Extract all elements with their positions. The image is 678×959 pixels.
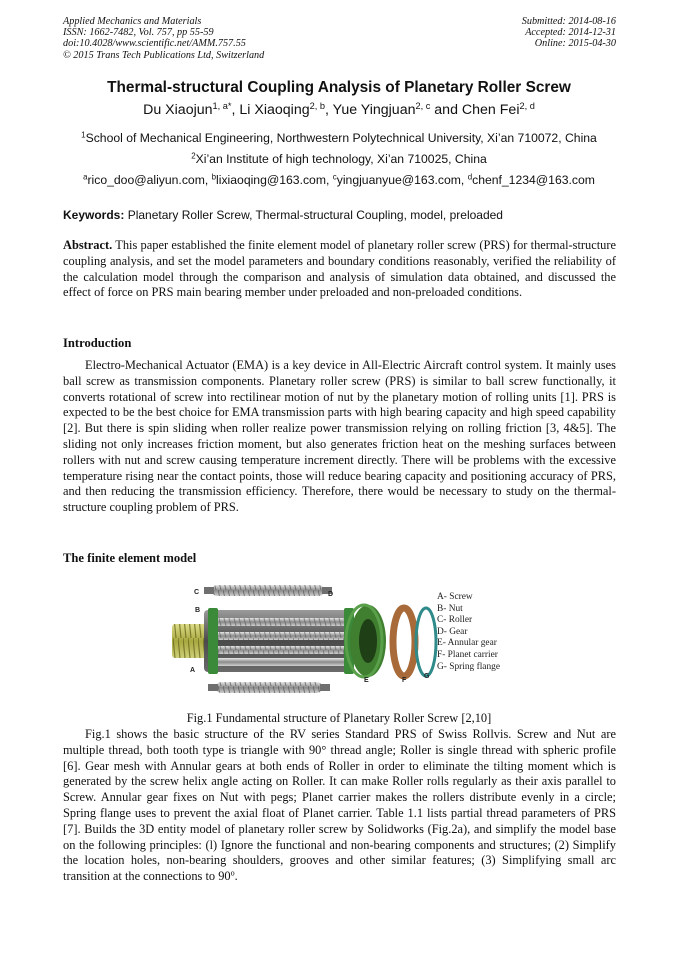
- affiliation-text: Xi’an Institute of high technology, Xi’an 710025, China: [195, 152, 487, 166]
- section-heading-introduction: Introduction: [63, 336, 132, 350]
- journal-name: Applied Mechanics and Materials: [63, 16, 202, 27]
- keywords-label: Keywords:: [63, 208, 125, 222]
- callout-e: E: [364, 677, 369, 684]
- email-link[interactable]: yingjuanyue@163.com: [336, 173, 461, 187]
- accepted-date: Accepted: 2014-12-31: [525, 27, 616, 39]
- legend-item: A- Screw: [437, 592, 473, 602]
- author-sup: 2, d: [519, 100, 535, 111]
- keywords-text: Planetary Roller Screw, Thermal-structural Coupling, model, preloaded: [124, 208, 503, 222]
- journal-info: [63, 16, 264, 61]
- email-link[interactable]: lixiaoqing@163.com: [216, 173, 326, 187]
- affiliation-text: School of Mechanical Engineering, Northwestern Polytechnical University, Xi’an 710072, China: [85, 131, 597, 145]
- paper-title: Thermal-structural Coupling Analysis of Planetary Roller Screw: [107, 79, 571, 96]
- author-list: [0, 102, 678, 118]
- author-name: Yue Yingjuan: [332, 102, 416, 118]
- online-date: Online: 2015-04-30: [534, 38, 616, 50]
- section-heading-finite-element-model: The finite element model: [63, 551, 197, 565]
- callout-f: F: [402, 677, 407, 684]
- introduction-paragraph: Electro-Mechanical Actuator (EMA) is a key device in All-Electric Aircraft control system. It mainly uses ball screw as transmission components. Planetary roller screw (PRS) is similar to ball screw functionally, it converts rotational of screw into rectilinear motion of nut by the planetary motion of rolling units [1]. PRS is expected to be the best choice for EMA transmission parts with high bearing capacity and high speed capability [2]. But there is spin sliding when roller realize power transmission relying on rolling friction [3, 4&5]. The sliding not only increases friction moment, but also generates friction heat on the meshing surfaces between rollers with nut and screw causing temperature increment directly. There will be problems with the excessive temperature rising near the contact points, those will reduce bearing capacity and positioning accuracy of PRS, and then reducing the transmission efficiency. Therefore, there would be necessary to study on the thermal-structure coupling problem of PRS.: [63, 358, 616, 515]
- author-separator: and: [430, 102, 462, 118]
- legend-item: D- Gear: [437, 626, 468, 637]
- figure-description-text: Fig.1 shows the basic structure of the RV series Standard PRS of Swiss Rollvis. Screw and Nut are multiple thread, both tooth type is triangle with 90° thread angle; Roller is single thread with spheric profile [6]. Gear mesh with Annular gears at both ends of Roller in order to eliminate the tilting moment which is generated by the screw helix angle acting on Roller. It can make Roller rolls regularly as their axis parallel to Screw. Annular gear fixes on Nut with pegs; Planet carrier makes the rollers distribute evenly in a circle; Spring flange uses to prevent the axial float of Planet carrier. Table 1.1 lists partial thread parameters of PRS [7]. Builds the 3D entity model of planetary roller screw by Solidworks (Fig.2a), and simplify the model base on the following principles: (l) Ignore the functional and non-bearing components and structures; (2) Simplify the location holes, non-bearing shoulders, grooves and other similar features; (3) Simplifying small arc transition at the connections to 90: [63, 727, 616, 884]
- email-link[interactable]: chenf_1234@163.com: [472, 173, 595, 187]
- callout-g: G: [424, 673, 430, 680]
- callout-a: A: [190, 667, 196, 674]
- submission-dates: [522, 16, 616, 50]
- figure-legend: [437, 592, 500, 673]
- email-link[interactable]: rico_doo@aliyun.com: [87, 173, 205, 187]
- legend-item: E- Annular gear: [437, 638, 497, 649]
- abstract: [63, 238, 616, 301]
- callout-c: C: [194, 589, 200, 596]
- legend-item: G- Spring flange: [437, 661, 501, 672]
- author-separator: ,: [231, 102, 240, 118]
- submitted-date: Submitted: 2014-08-16: [521, 16, 616, 27]
- email-sup: a: [83, 172, 88, 182]
- legend-item: C- Roller: [437, 615, 473, 626]
- roller-exploded-top: [204, 585, 332, 596]
- journal-issn: ISSN: 1662-7482, Vol. 757, pp 55-59: [63, 27, 214, 39]
- journal-doi[interactable]: doi:10.4028/www.scientific.net/AMM.757.55: [63, 38, 246, 50]
- email-sup: d: [467, 172, 473, 182]
- author-name: Chen Fei: [461, 102, 520, 118]
- abstract-text: This paper established the finite element model of planetary roller screw (PRS) for thermal-structure coupling analysis, and set the model parameters and boundary conditions reasonably, verified the reliability of the calculation model through the comparison and analysis of simulation data obtained, and discussed the effect of force on PRS main bearing member under preloaded and non-preloaded conditions.: [63, 238, 616, 300]
- figure-description-paragraph: [63, 727, 616, 885]
- legend-item: F- Planet carrier: [437, 649, 498, 660]
- callout-d: D: [328, 591, 334, 598]
- figure-description-end: .: [234, 869, 238, 884]
- figure-caption: Fig.1 Fundamental structure of Planetary Roller Screw [2,10]: [186, 711, 492, 725]
- email-sup: b: [211, 172, 217, 182]
- author-name: Li Xiaoqing: [239, 102, 310, 118]
- email-separator: ,: [325, 173, 333, 187]
- author-name: Du Xiaojun: [143, 102, 213, 118]
- affiliation-sup: 2: [191, 151, 196, 161]
- email-sup: c: [332, 172, 337, 182]
- affiliation-1: [0, 131, 678, 145]
- email-separator: ,: [460, 173, 468, 187]
- degree-sup: o: [230, 868, 235, 878]
- abstract-label: Abstract.: [63, 238, 113, 252]
- author-sup: 1, a*: [212, 100, 232, 111]
- nut-assembly: [204, 608, 354, 674]
- callout-b: B: [195, 607, 201, 614]
- affiliation-2: [0, 152, 678, 166]
- author-separator: ,: [325, 102, 333, 118]
- author-sup: 2, c: [415, 100, 431, 111]
- journal-copyright: © 2015 Trans Tech Publications Ltd, Switzerland: [63, 49, 265, 61]
- keywords: [63, 208, 623, 222]
- spring-flange: [416, 608, 436, 676]
- roller-exploded-bottom: [208, 682, 330, 693]
- affiliation-sup: 1: [81, 130, 86, 140]
- author-sup: 2, b: [309, 100, 325, 111]
- annular-gear: [346, 605, 386, 677]
- email-separator: ,: [204, 173, 212, 187]
- author-emails: [0, 173, 678, 187]
- planet-carrier: [393, 608, 415, 676]
- legend-item: B- Nut: [437, 603, 463, 614]
